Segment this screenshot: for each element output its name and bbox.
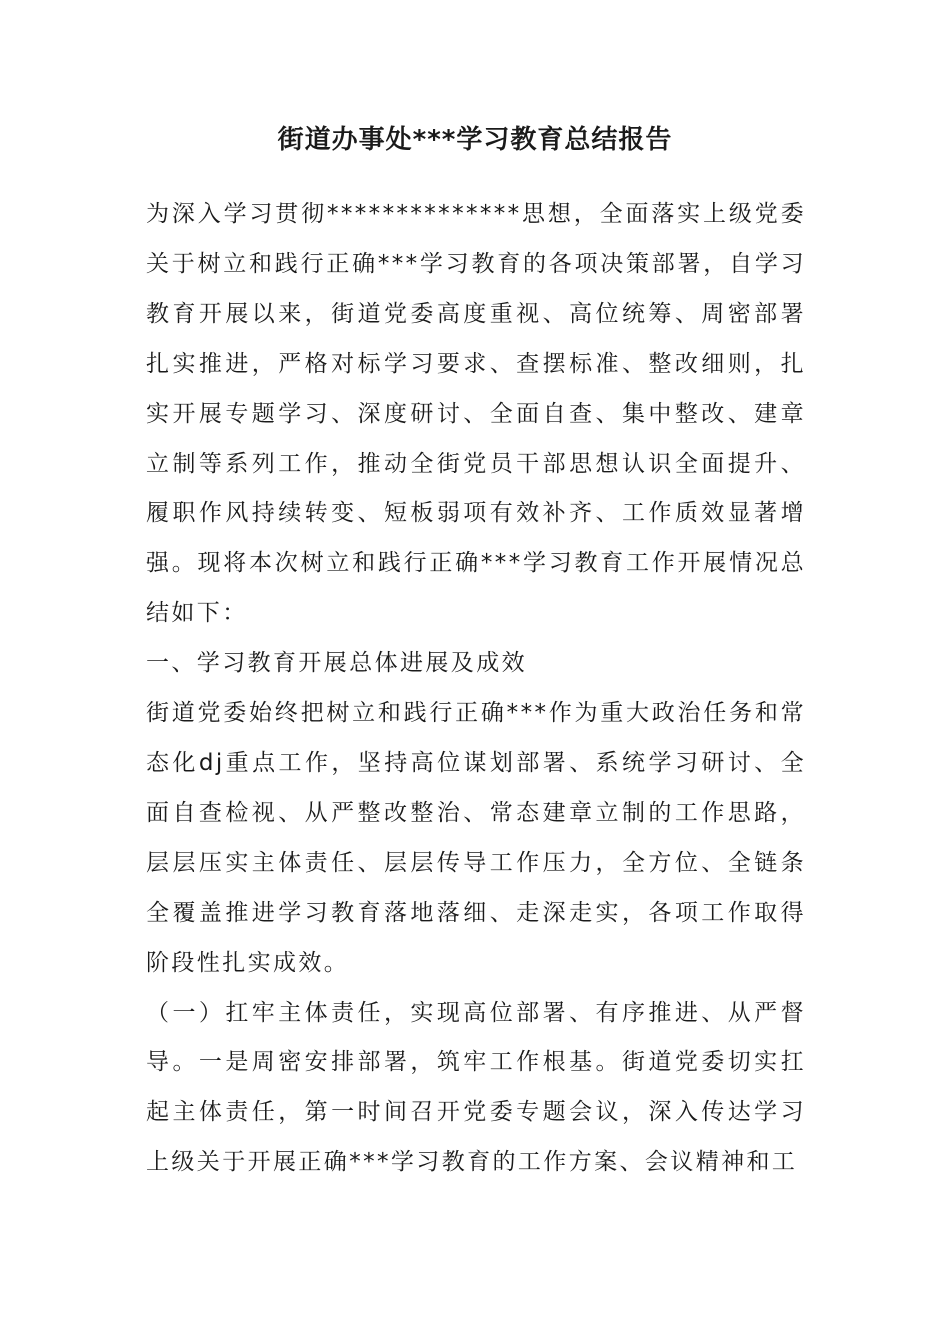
document-title: 街道办事处***学习教育总结报告 [277, 125, 673, 155]
document-body [146, 190, 806, 1188]
section-heading: 一、学习教育开展总体进展及成效 [146, 650, 527, 677]
section-paragraph: 街道党委始终把树立和践行正确***作为重大政治任务和常态化dj重点工作，坚持高位谋划部署、系统学习研讨、全面自查检视、从严整改整治、常态建章立制的工作思路，层层压实主体责任、层层传导工作压力，全方位、全链条全覆盖推进学习教育落地落细、走深走实，各项工作取得阶段性扎实成效。 [146, 700, 806, 976]
intro-paragraph: 为深入学习贯彻**************思想，全面落实上级党委关于树立和践行正确***学习教育的各项决策部署，自学习教育开展以来，街道党委高度重视、高位统筹、周密部署扎实推进，严格对标学习要求、查摆标准、整改细则，扎实开展专题学习、深度研讨、全面自查、集中整改、建章立制等系列工作，推动全街党员干部思想认识全面提升、履职作风持续转变、短板弱项有效补齐、工作质效显著增强。现将本次树立和践行正确***学习教育工作开展情况总结如下： [146, 201, 806, 627]
subsection-paragraph: （一）扛牢主体责任，实现高位部署、有序推进、从严督导。一是周密安排部署，筑牢工作根基。街道党委切实扛起主体责任，第一时间召开党委专题会议，深入传达学习上级关于开展正确***学习教育的工作方案、会议精神和工 [146, 999, 806, 1176]
